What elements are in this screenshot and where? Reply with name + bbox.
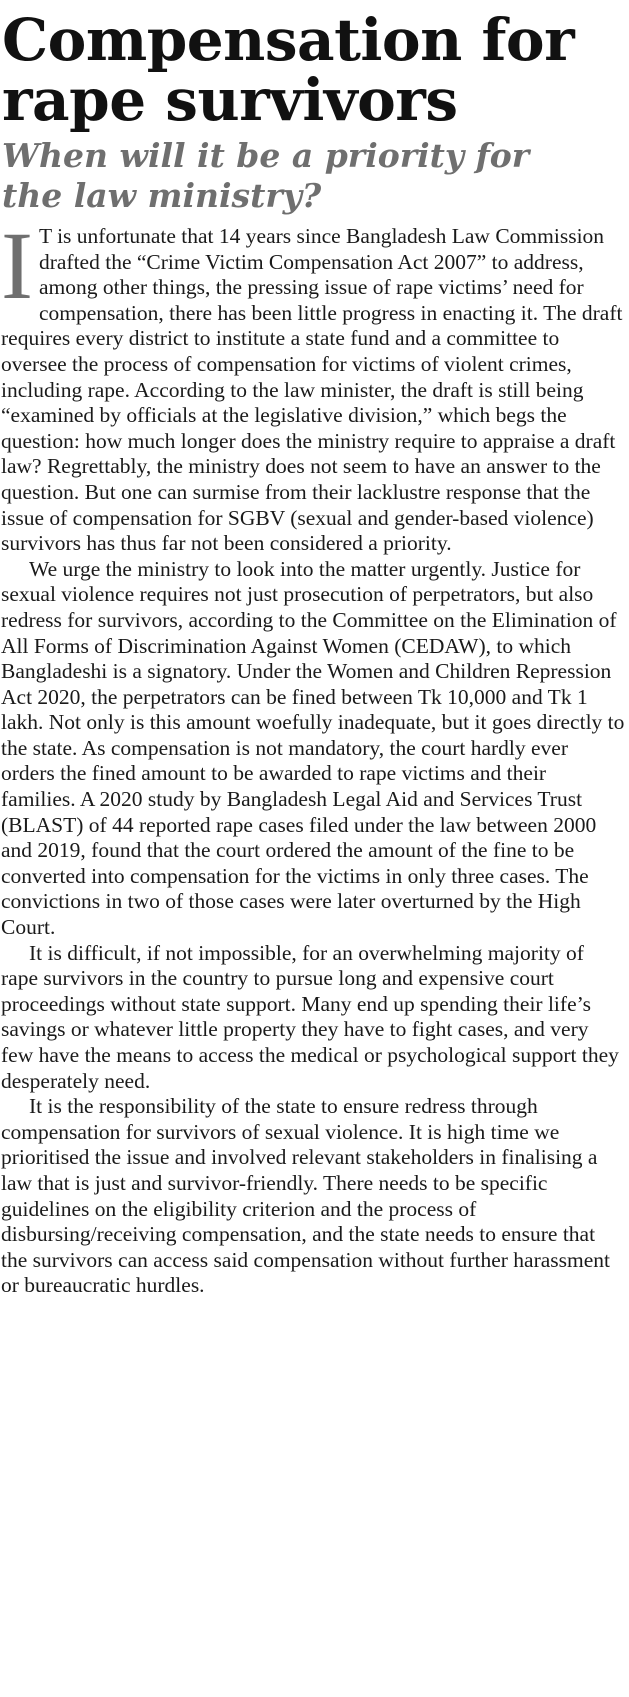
article-paragraph-2: We urge the ministry to look into the matter urgently. Justice for sexual violence requires not just prosecution of perpetrators, but also redress for survivors, according to the Committee on the Elimination of All Forms of Discrimination Against Women (CEDAW), to which Bangladeshi is a signatory. Under the Women and Children Repression Act 2020, the perpetrators can be fined between Tk 10,000 and Tk 1 lakh. Not only is this amount woefully inadequate, but it goes directly to the state. As compensation is not mandatory, the court hardly ever orders the fined amount to be awarded to rape victims and their families. A 2020 study by Bangladesh Legal Aid and Services Trust (BLAST) of 44 reported rape cases filed under the law between 2000 and 2019, found that the court ordered the amount of the fine to be converted into compensation for the victims in only three cases. The convictions in two of those cases were later overturned by the High Court. [1, 556, 625, 940]
article-headline: Compensation for rape survivors [2, 6, 575, 134]
article-subheadline: When will it be a priority for the law ministry? [2, 136, 530, 215]
article-body [0, 212, 626, 1299]
article-paragraph-1 [1, 212, 626, 557]
article-paragraph-3: It is difficult, if not impossible, for an overwhelming majority of rape survivors in the country to pursue long and expensive court proceedings without state support. Many end up spending their life’s savings or whatever little property they have to fight cases, and very few have the means to access the medical or psychological support they desperately need. [1, 940, 619, 1093]
paragraph-1-text: T is unfortunate that 14 years since Bangladesh Law Commission drafted the “Crime Victim Compensation Act 2007” to address, among other things, the pressing issue of rape victims’ need for compensation, there has been little progress in enacting it. The draft requires every district to institute a state fund and a committee to oversee the process of compensation for victims of violent crimes, including rape. According to the law minister, the draft is still being “examined by officials at the legislative division,” which begs the question: how much longer does the ministry require to appraise a draft law? Regrettably, the ministry does not seem to have an answer to the question. But one can surmise from their lacklustre response that the issue of compensation for SGBV (sexual and gender-based violence) survivors has thus far not been considered a priority. [1, 224, 623, 556]
drop-cap: I [1, 212, 33, 319]
article-paragraph-4: It is the responsibility of the state to ensure redress through compensation for survivors of sexual violence. It is high time we prioritised the issue and involved relevant stakeholders in finalising a law that is just and survivor-friendly. There needs to be specific guidelines on the eligibility criterion and the process of disbursing/receiving compensation, and the state needs to ensure that the survivors can access said compensation without further harassment or bureaucratic hurdles. [1, 1094, 610, 1298]
